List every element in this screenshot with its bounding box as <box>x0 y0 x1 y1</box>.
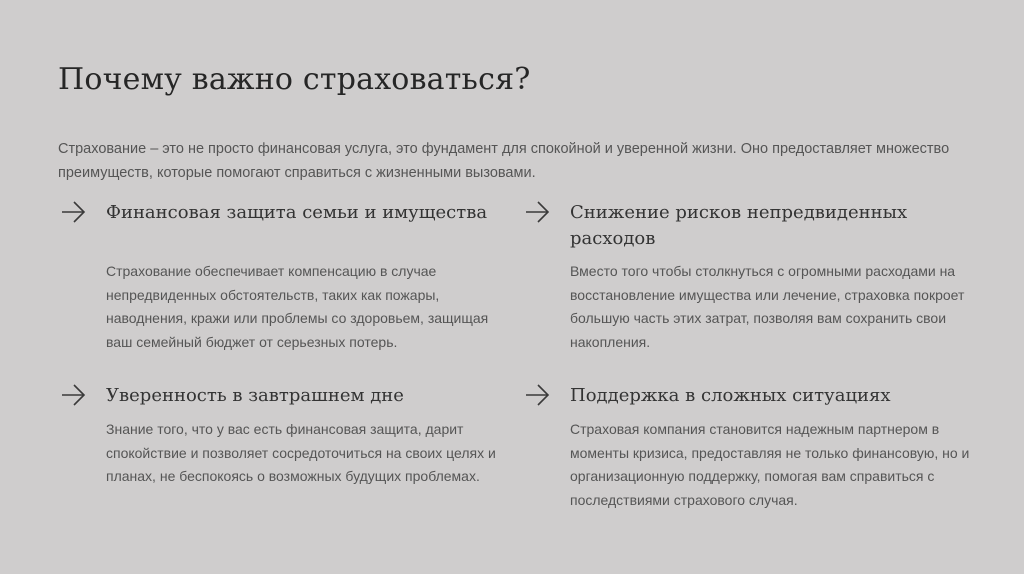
arrow-right-icon <box>524 383 552 407</box>
page-title: Почему важно страховаться? <box>58 62 531 97</box>
card-title: Снижение рисков непредвиденных расходов <box>570 202 908 249</box>
arrow-right-icon <box>60 383 88 407</box>
arrow-right-icon <box>524 200 552 224</box>
card-text: Вместо того чтобы столкнуться с огромными расходами на восстановление имущества или лечение, страховка покроет большую часть этих затрат, позволяя вам сохранить свои накопления. <box>570 263 965 350</box>
card-title: Финансовая защита семьи и имущества <box>106 202 488 223</box>
card-text: Страховая компания становится надежным партнером в моменты кризиса, предоставляя не только финансовую, но и организационную поддержку, помогая вам справиться с последствиями страхового случая. <box>570 421 970 508</box>
card-text: Знание того, что у вас есть финансовая защита, дарит спокойствие и позволяет сосредоточиться на своих целях и планах, не беспокоясь о возможных будущих проблемах. <box>106 421 496 484</box>
arrow-right-icon <box>60 200 88 224</box>
card-text: Страхование обеспечивает компенсацию в случае непредвиденных обстоятельств, таких как пожары, наводнения, кражи или проблемы со здоровьем, защищая ваш семейный бюджет от серьезных потерь. <box>106 263 489 350</box>
intro-paragraph: Страхование – это не просто финансовая услуга, это фундамент для спокойной и уверенной жизни. Оно предоставляет множество преимуществ, которые помогают справиться с жизненными вызовами. <box>58 141 950 181</box>
card-title: Уверенность в завтрашнем дне <box>106 385 404 406</box>
card-title: Поддержка в сложных ситуациях <box>570 385 891 406</box>
